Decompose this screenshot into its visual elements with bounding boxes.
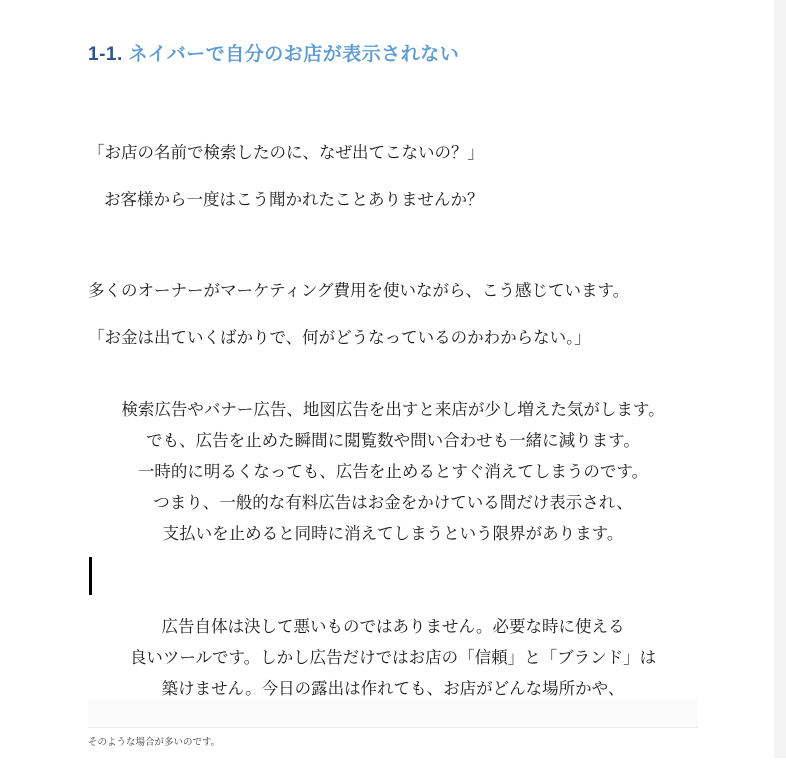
block-a-line-4: つまり、一般的な有料広告はお金をかけている間だけ表示され、 [153,493,633,512]
footnote-text: そのような場合が多いのです。 [88,738,221,748]
block-a-line-2: でも、広告を止めた瞬間に閲覧数や問い合わせも一緒に減ります。 [146,431,640,450]
block-a-line-1: 検索広告やバナー広告、地図広告を出すと来店が少し増えた気がします。 [121,400,665,419]
text-cursor [89,557,92,595]
block-b-line-1: 広告自体は決して悪いものではありません。必要な時に使える [161,617,625,636]
block-a-line-3: 一時的に明るくなっても、広告を止めるとすぐ消えてしまうのです。 [137,462,649,481]
page-break-band [88,700,698,727]
paragraph-question-1: 「お店の名前で検索したのに、なぜ出てこないの？」 [88,142,484,162]
centered-block-ads-limits [0,394,786,549]
paragraph-money-quote: 「お金は出ていくばかりで、何がどうなっているのかわからない。」 [88,327,591,347]
heading-text: ネイバーで自分のお店が表示されない [128,43,460,65]
paragraph-question-2: お客様から一度はこう聞かれたことありませんか？ [104,189,484,209]
paragraph-owners-feeling: 多くのオーナーがマーケティング費用を使いながら、こう感じています。 [88,280,630,300]
page-bottom-margin [0,758,786,772]
block-b-line-3: 築けません。今日の露出は作れても、お店がどんな場所かや、 [161,679,625,698]
page-break-rule [88,727,698,728]
block-b-line-2: 良いツールです。しかし広告だけではお店の「信頼」と「ブランド」は [129,648,657,667]
heading-number: 1-1. [88,43,123,65]
page-heading [88,39,459,66]
block-a-line-5: 支払いを止めると同時に消えてしまうという限界があります。 [162,524,624,543]
